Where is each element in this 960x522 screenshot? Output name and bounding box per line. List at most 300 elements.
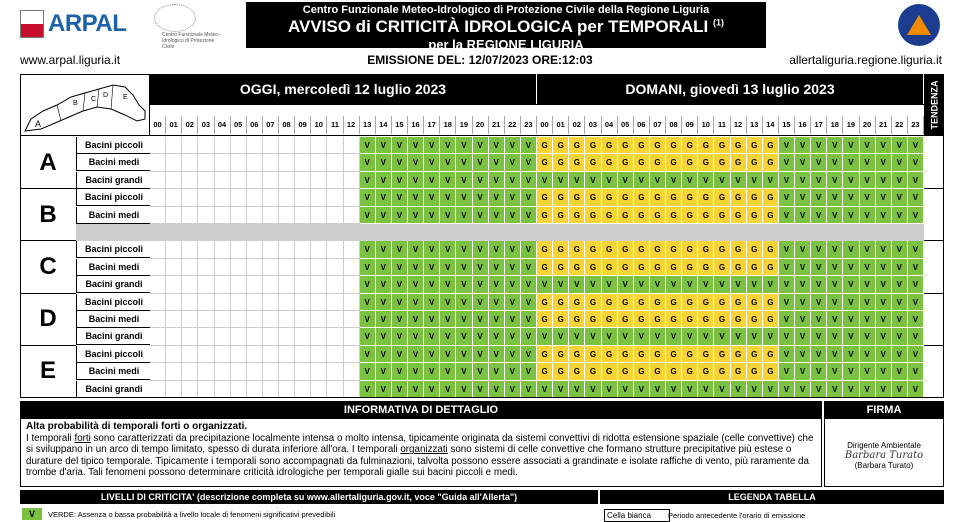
criticality-cell: V xyxy=(376,363,392,380)
criticality-cell: G xyxy=(569,363,585,380)
criticality-cell xyxy=(263,137,279,154)
protezione-civile-logo-icon xyxy=(898,4,940,46)
criticality-cell xyxy=(166,346,182,363)
criticality-cell xyxy=(327,276,343,293)
criticality-cell: V xyxy=(473,172,489,189)
criticality-cell: V xyxy=(473,137,489,154)
hour-label: 08 xyxy=(666,116,682,134)
criticality-cell: V xyxy=(360,207,376,224)
criticality-cell xyxy=(263,294,279,311)
criticality-cell: G xyxy=(602,189,618,206)
criticality-cell: V xyxy=(827,328,843,345)
criticality-cell: V xyxy=(456,346,472,363)
hour-label: 18 xyxy=(440,116,456,134)
criticality-cell xyxy=(279,363,295,380)
hour-label: 18 xyxy=(827,116,843,134)
criticality-cell: V xyxy=(521,311,537,328)
criticality-cell: G xyxy=(618,154,634,171)
criticality-cell xyxy=(215,207,231,224)
criticality-cell: G xyxy=(747,363,763,380)
criticality-cell: V xyxy=(392,381,408,398)
criticality-cell: V xyxy=(795,259,811,276)
criticality-cell: V xyxy=(489,363,505,380)
zone-label: E xyxy=(20,346,76,398)
criticality-cell xyxy=(231,241,247,258)
criticality-cell xyxy=(231,363,247,380)
hour-label: 05 xyxy=(618,116,634,134)
criticality-cell: V xyxy=(795,172,811,189)
criticality-cell: V xyxy=(892,154,908,171)
title-line3: per la REGIONE LIGURIA xyxy=(428,37,584,52)
criticality-cell: G xyxy=(602,207,618,224)
criticality-cell: V xyxy=(892,172,908,189)
legend-levels-header: LIVELLI DI CRITICITA' (descrizione completa su www.allertaliguria.gov.it, voce "Guida all'Allerta") xyxy=(20,490,598,504)
criticality-cell: V xyxy=(763,276,779,293)
criticality-cell xyxy=(231,207,247,224)
hour-label: 19 xyxy=(456,116,472,134)
criticality-cell: G xyxy=(666,154,682,171)
criticality-cell: G xyxy=(537,207,553,224)
tendenza-cell xyxy=(924,241,944,293)
criticality-cell xyxy=(279,241,295,258)
criticality-cell: V xyxy=(876,381,892,398)
criticality-cell xyxy=(327,294,343,311)
zone-separator xyxy=(76,224,924,241)
legend-green-code: V xyxy=(22,508,42,520)
criticality-cell: V xyxy=(440,137,456,154)
criticality-cell: V xyxy=(795,294,811,311)
criticality-cell: V xyxy=(489,207,505,224)
basin-label: Bacini medi xyxy=(76,259,152,276)
criticality-cell: V xyxy=(392,346,408,363)
criticality-cell xyxy=(344,311,360,328)
criticality-cell: V xyxy=(908,311,924,328)
map-label-b: B xyxy=(73,100,78,107)
criticality-cell xyxy=(263,311,279,328)
criticality-cell: V xyxy=(553,381,569,398)
criticality-cell xyxy=(215,259,231,276)
criticality-cell: V xyxy=(473,189,489,206)
criticality-cell: V xyxy=(811,311,827,328)
criticality-cell: V xyxy=(360,172,376,189)
criticality-cell xyxy=(327,328,343,345)
basin-label: Bacini medi xyxy=(76,311,152,328)
criticality-cell xyxy=(263,189,279,206)
criticality-cell: V xyxy=(440,172,456,189)
criticality-cell xyxy=(311,189,327,206)
hour-label: 16 xyxy=(795,116,811,134)
zone-label: A xyxy=(20,137,76,189)
criticality-cell: V xyxy=(795,207,811,224)
criticality-cell: G xyxy=(634,189,650,206)
criticality-cell xyxy=(344,207,360,224)
criticality-cell xyxy=(247,294,263,311)
criticality-cell: V xyxy=(408,328,424,345)
header xyxy=(0,0,960,70)
criticality-cell xyxy=(279,154,295,171)
criticality-cell xyxy=(247,381,263,398)
day-header-today: OGGI, mercoledì 12 luglio 2023 xyxy=(150,74,537,104)
criticality-cell: V xyxy=(843,172,859,189)
criticality-cell: V xyxy=(876,363,892,380)
criticality-cell: G xyxy=(602,311,618,328)
allerta-url[interactable]: allertaliguria.regione.liguria.it xyxy=(789,53,942,67)
criticality-cell: V xyxy=(666,172,682,189)
criticality-cell xyxy=(166,207,182,224)
hour-label: 09 xyxy=(295,116,311,134)
criticality-cell: V xyxy=(602,381,618,398)
hour-label: 03 xyxy=(198,116,214,134)
criticality-cell xyxy=(182,311,198,328)
criticality-cell: V xyxy=(843,154,859,171)
criticality-cell: V xyxy=(811,241,827,258)
criticality-cell: V xyxy=(505,294,521,311)
criticality-cell: G xyxy=(698,311,714,328)
criticality-cell: V xyxy=(908,346,924,363)
map-label-e: E xyxy=(123,94,128,101)
hour-label: 17 xyxy=(811,116,827,134)
criticality-cell xyxy=(150,276,166,293)
criticality-cell: G xyxy=(763,259,779,276)
criticality-cell xyxy=(215,189,231,206)
criticality-cell: V xyxy=(811,346,827,363)
criticality-cell: G xyxy=(714,294,730,311)
basin-label: Bacini piccoli xyxy=(76,294,152,311)
criticality-cell xyxy=(327,172,343,189)
criticality-cell xyxy=(231,172,247,189)
hour-label: 13 xyxy=(747,116,763,134)
criticality-cell xyxy=(198,259,214,276)
criticality-cell: V xyxy=(811,381,827,398)
criticality-cell: V xyxy=(827,311,843,328)
criticality-cell: V xyxy=(360,154,376,171)
criticality-cell: V xyxy=(569,172,585,189)
criticality-cell: V xyxy=(521,259,537,276)
criticality-cell: V xyxy=(473,259,489,276)
criticality-cell: G xyxy=(747,207,763,224)
criticality-cell: V xyxy=(360,311,376,328)
criticality-cell: V xyxy=(795,137,811,154)
hour-label: 06 xyxy=(247,116,263,134)
criticality-cell xyxy=(295,189,311,206)
criticality-cell: G xyxy=(682,137,698,154)
criticality-cell xyxy=(311,172,327,189)
criticality-cell: V xyxy=(650,381,666,398)
criticality-cell: V xyxy=(731,381,747,398)
hour-label: 10 xyxy=(698,116,714,134)
info-header: INFORMATIVA DI DETTAGLIO xyxy=(20,401,822,419)
criticality-cell: G xyxy=(714,207,730,224)
hour-label: 21 xyxy=(489,116,505,134)
criticality-cell: G xyxy=(698,346,714,363)
basin-label: Bacini piccoli xyxy=(76,241,152,258)
criticality-cell xyxy=(247,346,263,363)
criticality-cell: V xyxy=(892,328,908,345)
criticality-cell: G xyxy=(747,311,763,328)
criticality-cell: V xyxy=(408,137,424,154)
criticality-cell: V xyxy=(440,328,456,345)
criticality-cell: V xyxy=(876,137,892,154)
criticality-cell xyxy=(150,328,166,345)
criticality-cell: V xyxy=(360,259,376,276)
criticality-cell xyxy=(182,328,198,345)
criticality-cell: V xyxy=(473,328,489,345)
liguria-shield-icon xyxy=(20,10,44,38)
criticality-cell xyxy=(263,259,279,276)
criticality-cell: V xyxy=(908,381,924,398)
criticality-cell: G xyxy=(666,311,682,328)
criticality-cell: V xyxy=(376,137,392,154)
criticality-cell: V xyxy=(876,259,892,276)
criticality-cell: V xyxy=(747,276,763,293)
criticality-cell: V xyxy=(489,259,505,276)
criticality-cell: G xyxy=(763,189,779,206)
criticality-cell xyxy=(344,189,360,206)
arpal-url[interactable]: www.arpal.liguria.it xyxy=(20,53,121,67)
criticality-cell: G xyxy=(731,189,747,206)
criticality-cell: G xyxy=(585,294,601,311)
criticality-cell: V xyxy=(698,172,714,189)
criticality-cell: V xyxy=(908,259,924,276)
criticality-cell: G xyxy=(634,363,650,380)
criticality-cell: V xyxy=(440,189,456,206)
hour-label: 19 xyxy=(843,116,859,134)
criticality-cell: G xyxy=(666,363,682,380)
criticality-cell: V xyxy=(569,328,585,345)
cfmi-dots-icon xyxy=(154,4,196,32)
criticality-cell: G xyxy=(747,241,763,258)
criticality-cell xyxy=(263,241,279,258)
criticality-cell: G xyxy=(731,259,747,276)
criticality-cell: G xyxy=(634,207,650,224)
criticality-cell: V xyxy=(505,259,521,276)
criticality-cell: V xyxy=(779,276,795,293)
firma-name: (Barbara Turato) xyxy=(854,461,914,470)
criticality-cell: V xyxy=(489,276,505,293)
criticality-cell: V xyxy=(892,137,908,154)
day-header-tomorrow: DOMANI, giovedì 13 luglio 2023 xyxy=(537,74,924,104)
criticality-cell xyxy=(215,363,231,380)
criticality-cell xyxy=(150,241,166,258)
hour-label: 23 xyxy=(521,116,537,134)
legend-white-cell: Cella bianca xyxy=(604,509,670,522)
criticality-cell: V xyxy=(392,276,408,293)
criticality-cell xyxy=(198,276,214,293)
criticality-cell: V xyxy=(908,241,924,258)
criticality-cell: V xyxy=(392,294,408,311)
zone-label: D xyxy=(20,294,76,346)
criticality-cell: V xyxy=(360,276,376,293)
criticality-cell: V xyxy=(779,381,795,398)
criticality-cell: V xyxy=(521,294,537,311)
hour-label: 06 xyxy=(634,116,650,134)
criticality-cell: V xyxy=(892,363,908,380)
criticality-cell xyxy=(279,346,295,363)
criticality-cell: V xyxy=(779,172,795,189)
criticality-cell: V xyxy=(908,207,924,224)
criticality-cell: V xyxy=(827,189,843,206)
criticality-cell: V xyxy=(795,328,811,345)
criticality-cell: V xyxy=(811,276,827,293)
criticality-cell: G xyxy=(537,294,553,311)
criticality-cell: V xyxy=(505,172,521,189)
criticality-cell: V xyxy=(811,137,827,154)
criticality-cell: V xyxy=(843,294,859,311)
criticality-cell: G xyxy=(666,241,682,258)
criticality-cell: V xyxy=(360,346,376,363)
criticality-cell: V xyxy=(537,276,553,293)
criticality-cell xyxy=(166,294,182,311)
criticality-cell: V xyxy=(440,381,456,398)
hour-label: 01 xyxy=(553,116,569,134)
criticality-cell xyxy=(263,363,279,380)
criticality-cell: V xyxy=(795,276,811,293)
cfmi-logo xyxy=(152,4,222,48)
criticality-cell: V xyxy=(779,346,795,363)
map-label-a: A xyxy=(35,119,42,129)
criticality-cell: G xyxy=(650,363,666,380)
criticality-cell: G xyxy=(585,311,601,328)
criticality-cell: V xyxy=(489,172,505,189)
criticality-cell xyxy=(311,328,327,345)
criticality-cell: G xyxy=(666,189,682,206)
criticality-cell: V xyxy=(843,137,859,154)
criticality-cell xyxy=(263,328,279,345)
criticality-cell xyxy=(263,346,279,363)
criticality-cell xyxy=(344,363,360,380)
basin-label: Bacini grandi xyxy=(76,276,152,293)
criticality-cell: G xyxy=(585,207,601,224)
criticality-cell xyxy=(263,207,279,224)
criticality-cell: V xyxy=(908,363,924,380)
criticality-cell: G xyxy=(618,137,634,154)
criticality-cell xyxy=(150,172,166,189)
criticality-cell xyxy=(344,346,360,363)
criticality-cell: V xyxy=(408,346,424,363)
criticality-cell: G xyxy=(537,259,553,276)
hour-label: 20 xyxy=(473,116,489,134)
criticality-cell: G xyxy=(553,207,569,224)
criticality-cell: G xyxy=(666,207,682,224)
criticality-cell xyxy=(166,363,182,380)
criticality-cell xyxy=(182,207,198,224)
criticality-cell: V xyxy=(392,189,408,206)
criticality-cell: G xyxy=(602,294,618,311)
criticality-cell: V xyxy=(473,346,489,363)
criticality-cell: V xyxy=(650,172,666,189)
criticality-cell: V xyxy=(731,328,747,345)
basin-label: Bacini grandi xyxy=(76,172,152,189)
criticality-cell: V xyxy=(650,276,666,293)
criticality-cell: G xyxy=(698,241,714,258)
criticality-cell xyxy=(215,381,231,398)
criticality-cell: V xyxy=(440,207,456,224)
hour-label: 14 xyxy=(376,116,392,134)
criticality-cell: V xyxy=(585,276,601,293)
criticality-cell: V xyxy=(908,276,924,293)
criticality-cell xyxy=(166,137,182,154)
hour-label: 07 xyxy=(263,116,279,134)
criticality-cell: G xyxy=(747,346,763,363)
criticality-cell: V xyxy=(376,259,392,276)
criticality-cell: V xyxy=(602,172,618,189)
criticality-cell: V xyxy=(424,137,440,154)
criticality-cell xyxy=(215,294,231,311)
criticality-cell xyxy=(344,328,360,345)
criticality-cell: G xyxy=(682,207,698,224)
criticality-cell: V xyxy=(618,328,634,345)
legend-white-text: Periodo antecedente l'orario di emissione xyxy=(668,511,806,520)
hour-label: 22 xyxy=(892,116,908,134)
criticality-cell xyxy=(231,381,247,398)
criticality-cell xyxy=(182,381,198,398)
basin-label: Bacini medi xyxy=(76,207,152,224)
criticality-cell xyxy=(279,189,295,206)
criticality-cell: G xyxy=(602,154,618,171)
criticality-cell: V xyxy=(424,328,440,345)
emission-date: EMISSIONE DEL: 12/07/2023 ORE:12:03 xyxy=(367,53,593,67)
criticality-cell: V xyxy=(537,328,553,345)
criticality-cell: G xyxy=(666,137,682,154)
criticality-cell: V xyxy=(747,381,763,398)
criticality-cell xyxy=(311,207,327,224)
criticality-cell: G xyxy=(763,241,779,258)
criticality-cell: V xyxy=(876,207,892,224)
criticality-cell: V xyxy=(892,189,908,206)
criticality-cell: G xyxy=(553,154,569,171)
criticality-cell xyxy=(198,241,214,258)
criticality-cell xyxy=(279,207,295,224)
arpal-logo-text: ARPAL xyxy=(48,10,127,37)
criticality-cell: V xyxy=(795,154,811,171)
criticality-cell: V xyxy=(456,328,472,345)
criticality-cell xyxy=(263,172,279,189)
criticality-cell: G xyxy=(731,294,747,311)
criticality-cell: G xyxy=(714,189,730,206)
hour-label: 21 xyxy=(876,116,892,134)
criticality-cell: V xyxy=(682,328,698,345)
criticality-cell: G xyxy=(682,154,698,171)
criticality-cell xyxy=(295,154,311,171)
criticality-cell: V xyxy=(569,276,585,293)
criticality-cell: V xyxy=(779,259,795,276)
info-heading: Alta probabilità di temporali forti o organizzati. xyxy=(26,421,248,432)
criticality-cell xyxy=(263,154,279,171)
criticality-cell: V xyxy=(440,346,456,363)
criticality-cell: V xyxy=(376,294,392,311)
criticality-cell xyxy=(198,137,214,154)
criticality-cell: G xyxy=(714,363,730,380)
criticality-cell xyxy=(295,381,311,398)
criticality-cell: V xyxy=(456,259,472,276)
basin-label: Bacini piccoli xyxy=(76,189,152,206)
criticality-cell: V xyxy=(827,363,843,380)
criticality-cell: V xyxy=(376,346,392,363)
criticality-cell: V xyxy=(456,189,472,206)
criticality-cell: V xyxy=(876,189,892,206)
criticality-cell xyxy=(327,381,343,398)
criticality-cell xyxy=(150,346,166,363)
criticality-cell: V xyxy=(876,172,892,189)
criticality-cell: G xyxy=(650,154,666,171)
criticality-cell: V xyxy=(376,276,392,293)
criticality-cell: V xyxy=(408,276,424,293)
criticality-cell xyxy=(166,189,182,206)
criticality-cell xyxy=(150,137,166,154)
criticality-cell: G xyxy=(763,346,779,363)
hour-label: 11 xyxy=(327,116,343,134)
criticality-cell: V xyxy=(424,294,440,311)
